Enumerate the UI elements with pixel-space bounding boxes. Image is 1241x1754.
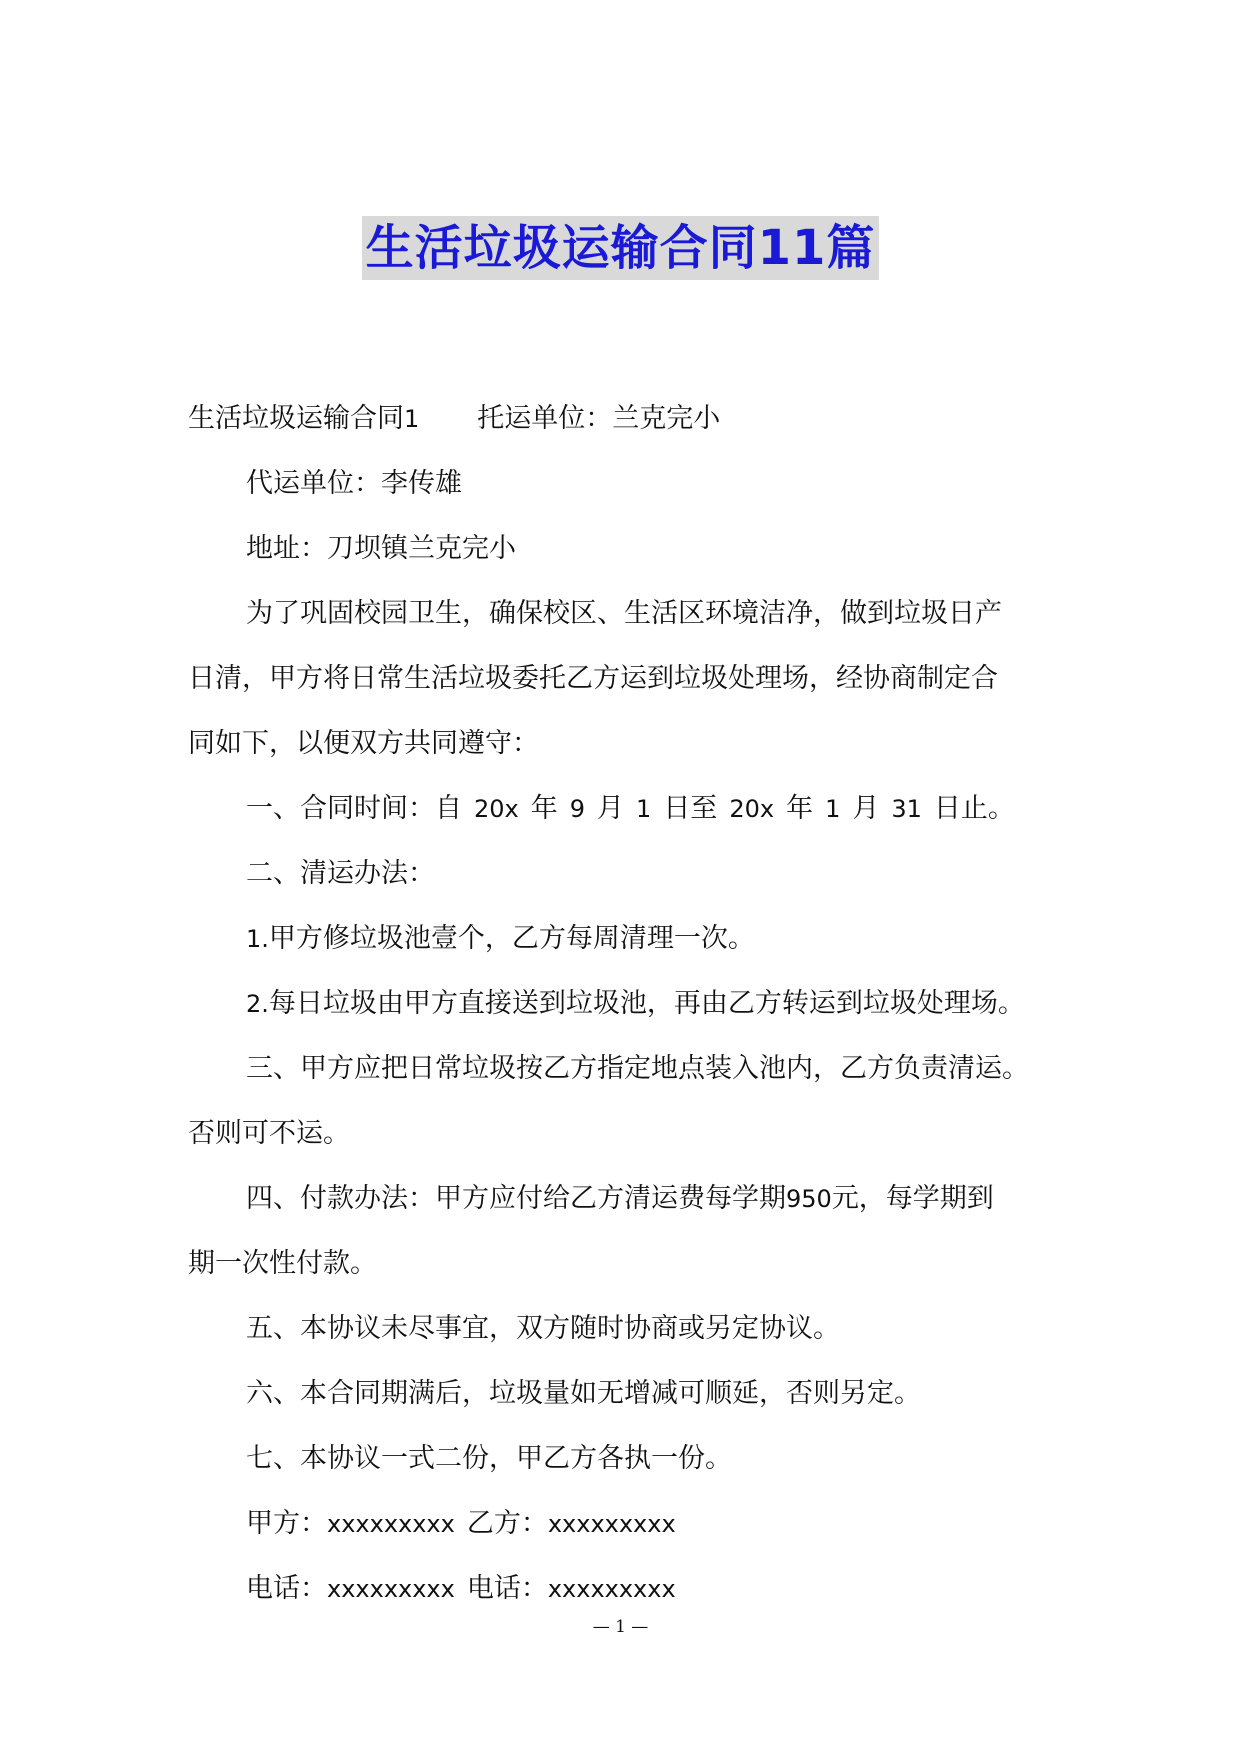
clause-1-text: 年	[786, 793, 814, 824]
clause-1	[188, 776, 1058, 841]
start-day: 1	[636, 795, 652, 823]
start-year: 20x	[474, 795, 519, 823]
end-month: 1	[825, 795, 841, 823]
item-text: 每日垃圾由甲方直接送到垃圾池，再由乙方转运到垃圾处理场。	[268, 988, 1025, 1019]
party-b-label: 乙方：	[466, 1508, 548, 1539]
party-a-value: xxxxxxxxx	[327, 1510, 455, 1538]
clause-4-line-2: 期一次性付款。	[188, 1248, 377, 1279]
header-line	[188, 386, 1058, 451]
party-a-label: 甲方：	[246, 1508, 327, 1539]
address-line: 地址：刀坝镇兰克完小	[246, 533, 516, 564]
end-day: 31	[891, 795, 922, 823]
clause-3-line-2: 否则可不运。	[188, 1118, 350, 1149]
clause-4-text: 四、付款办法：甲方应付给乙方清运费每学期	[246, 1183, 786, 1214]
phone-a-label: 电话：	[246, 1573, 327, 1604]
clause-1-text: 年	[530, 793, 558, 824]
intro-line-2: 日清，甲方将日常生活垃圾委托乙方运到垃圾处理场，经协商制定合	[188, 663, 998, 694]
start-month: 9	[569, 795, 586, 823]
clause-5: 五、本协议未尽事宜，双方随时协商或另定协议。	[246, 1313, 840, 1344]
phone-b-value: xxxxxxxxx	[547, 1575, 676, 1603]
intro-line-1: 为了巩固校园卫生，确保校区、生活区环境洁净，做到垃圾日产	[246, 598, 1002, 629]
contract-number: 1	[404, 405, 420, 433]
page-number: — 1 —	[592, 1617, 649, 1637]
clause-4-text: 元，每学期到	[831, 1183, 994, 1214]
phone-line	[188, 1556, 1058, 1621]
clause-2-item-1	[188, 906, 1058, 971]
header-lead: 生活垃圾运输合同	[188, 403, 404, 434]
clause-2-item-2	[188, 971, 1058, 1036]
clause-6: 六、本合同期满后，垃圾量如无增减可顺延，否则另定。	[246, 1378, 921, 1409]
phone-a-value: xxxxxxxxx	[327, 1575, 455, 1603]
clause-7: 七、本协议一式二份，甲乙方各执一份。	[246, 1443, 732, 1474]
clause-1-text: 月	[597, 793, 625, 824]
clause-4-line-1	[188, 1166, 1058, 1231]
intro-line-3: 同如下，以便双方共同遵守：	[188, 728, 539, 759]
document-title: 生活垃圾运输合同11篇	[362, 216, 880, 280]
end-year: 20x	[729, 795, 775, 823]
party-b-value: xxxxxxxxx	[547, 1510, 676, 1538]
item-number: 1.	[246, 925, 269, 953]
clause-3-line-1: 三、甲方应把日常垃圾按乙方指定地点装入池内，乙方负责清运。	[246, 1053, 1029, 1084]
clause-1-text: 日至	[663, 793, 718, 824]
phone-b-label: 电话：	[466, 1573, 548, 1604]
item-number: 2.	[246, 990, 269, 1018]
consignor: 托运单位：兰克完小	[477, 403, 721, 434]
fee-amount: 950	[786, 1185, 832, 1213]
clause-1-text: 一、合同时间：自	[246, 793, 462, 824]
signature-line	[188, 1491, 1058, 1556]
title-wrapper	[0, 216, 1241, 280]
item-text: 甲方修垃圾池壹个，乙方每周清理一次。	[268, 923, 755, 954]
document-body	[188, 386, 1058, 1621]
clause-1-text: 日止。	[933, 793, 1015, 824]
agent-line: 代运单位：李传雄	[246, 468, 462, 499]
clause-2-heading: 二、清运办法：	[246, 858, 435, 889]
clause-1-text: 月	[852, 793, 880, 824]
